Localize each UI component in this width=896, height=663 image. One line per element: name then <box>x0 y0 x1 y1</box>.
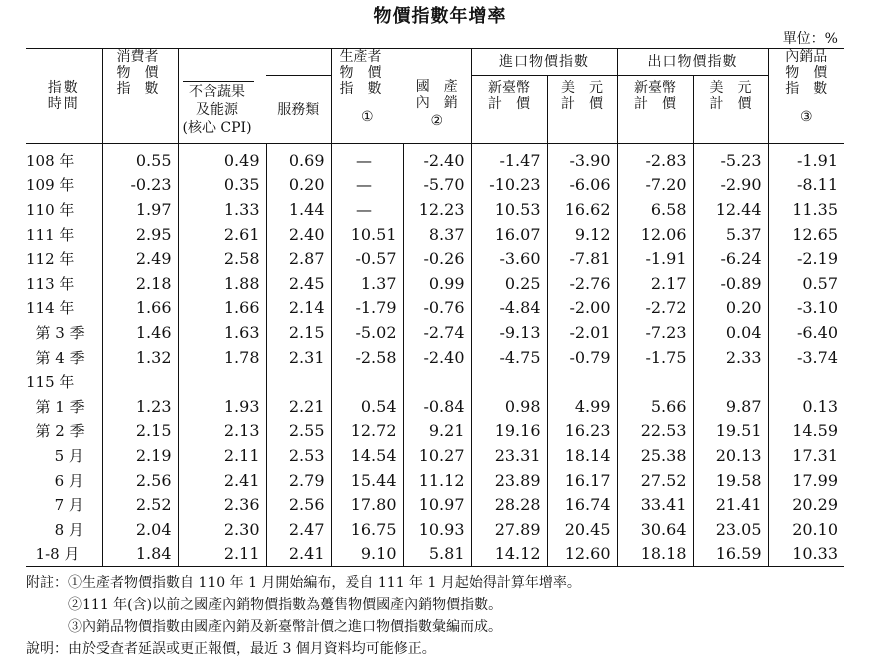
row-label: 111 年 <box>26 222 102 247</box>
table-cell: 16.07 <box>471 222 547 247</box>
table-row <box>26 144 844 173</box>
table-cell: 20.13 <box>693 443 768 468</box>
table-cell: 2.61 <box>178 222 266 247</box>
table-cell: -0.79 <box>547 345 617 370</box>
table-cell: -2.58 <box>331 345 403 370</box>
table-cell: 16.74 <box>547 492 617 517</box>
table-cell: -0.76 <box>403 296 471 321</box>
row-label: 110 年 <box>26 197 102 222</box>
table-cell: -0.89 <box>693 271 768 296</box>
table-cell: 19.51 <box>693 419 768 444</box>
table-cell: 0.49 <box>178 144 266 173</box>
table-cell: 2.21 <box>266 394 331 419</box>
table-cell: 0.69 <box>266 144 331 173</box>
row-label: 109 年 <box>26 173 102 198</box>
row-label: 8 月 <box>26 517 102 542</box>
table-cell: 20.45 <box>547 517 617 542</box>
table-row <box>26 197 844 222</box>
table-cell: 9.12 <box>547 222 617 247</box>
table-cell: 9.87 <box>693 394 768 419</box>
table-cell: -2.40 <box>403 144 471 173</box>
table-cell <box>178 369 266 394</box>
table-cell: -2.19 <box>796 249 838 269</box>
table-cell: 23.05 <box>693 517 768 542</box>
table-cell: 2.49 <box>102 246 178 271</box>
table-cell: 2.18 <box>102 271 178 296</box>
row-label: 114 年 <box>26 296 102 321</box>
table-cell: 2.53 <box>266 443 331 468</box>
table-cell: -0.84 <box>403 394 471 419</box>
table-cell: 2.36 <box>178 492 266 517</box>
table-cell: 2.45 <box>266 271 331 296</box>
table-cell: 10.27 <box>403 443 471 468</box>
table-cell: -4.84 <box>471 296 547 321</box>
table-row <box>26 542 844 567</box>
table-cell: -3.90 <box>547 144 617 173</box>
table-row <box>26 468 844 493</box>
table-cell: 4.99 <box>547 394 617 419</box>
page-title: 物價指數年增率 <box>373 6 507 27</box>
table-cell: -2.90 <box>693 173 768 198</box>
row-label: 113 年 <box>26 271 102 296</box>
table-cell: 1.93 <box>178 394 266 419</box>
table-cell: 11.12 <box>403 468 471 493</box>
table-cell: 0.54 <box>331 394 403 419</box>
table-cell: 0.55 <box>102 144 178 173</box>
table-cell: 12.23 <box>403 197 471 222</box>
table-cell: 2.11 <box>178 542 266 567</box>
table-cell: -5.70 <box>403 173 471 198</box>
table-cell: -0.26 <box>403 246 471 271</box>
row-label: 5 月 <box>26 443 102 468</box>
table-cell: 2.55 <box>266 419 331 444</box>
table-cell: 10.33 <box>768 542 844 567</box>
header-domestic-sales: 內銷品 物 價 指 數 ③ <box>768 49 844 144</box>
table-cell: 2.52 <box>102 492 178 517</box>
row-label: 第 3 季 <box>26 320 102 345</box>
table-cell <box>331 369 403 394</box>
table-cell: 2.14 <box>266 296 331 321</box>
table-row <box>26 246 844 271</box>
table-cell: 2.47 <box>266 517 331 542</box>
header-cpi: 消費者 物 價 指 數 <box>102 49 178 144</box>
table-cell: -4.75 <box>471 345 547 370</box>
table-cell: 16.17 <box>547 468 617 493</box>
table-cell: 15.44 <box>331 468 403 493</box>
table-cell: 0.35 <box>178 173 266 198</box>
table-cell: 0.25 <box>471 271 547 296</box>
table-cell: 14.12 <box>471 542 547 567</box>
table-cell: 0.20 <box>266 173 331 198</box>
table-cell: 21.41 <box>693 492 768 517</box>
footnote-1: 附註：①生產者物價指數自 110 年 1 月開始編布，爰自 111 年 1 月起始得計算年增率。 <box>26 575 581 591</box>
table-cell: 16.23 <box>547 419 617 444</box>
table-row <box>26 271 844 296</box>
table-cell: 0.04 <box>693 320 768 345</box>
row-label: 第 2 季 <box>26 419 102 444</box>
table-cell: 25.38 <box>617 443 693 468</box>
table-cell: 0.20 <box>693 296 768 321</box>
header-export-usd: 美 元 計 價 <box>693 76 768 144</box>
table-cell: 0.98 <box>471 394 547 419</box>
table-cell: -2.72 <box>617 296 693 321</box>
table-cell: 10.97 <box>403 492 471 517</box>
table-cell: -0.23 <box>102 173 178 198</box>
table-cell: -1.91 <box>617 246 693 271</box>
table-cell: -5.02 <box>331 320 403 345</box>
table-cell: 30.64 <box>617 517 693 542</box>
table-cell: 2.79 <box>266 468 331 493</box>
table-cell: -3.60 <box>471 246 547 271</box>
table-cell: -1.75 <box>617 345 693 370</box>
table-cell: 9.10 <box>331 542 403 567</box>
table-cell: -2.83 <box>617 144 693 173</box>
table-cell: -8.11 <box>796 175 838 195</box>
table-cell: — <box>331 173 403 198</box>
header-export-ntd: 新臺幣 計 價 <box>617 76 693 144</box>
table-row <box>26 492 844 517</box>
table-cell: 14.54 <box>331 443 403 468</box>
table-cell: 2.19 <box>102 443 178 468</box>
header-period: 指數 時間 <box>26 49 102 144</box>
table-cell: -1.47 <box>471 144 547 173</box>
table-cell: 1.66 <box>178 296 266 321</box>
table-row <box>26 173 844 198</box>
table-cell: -10.23 <box>471 173 547 198</box>
table-cell: 14.59 <box>792 421 838 441</box>
table-cell: 23.89 <box>471 468 547 493</box>
table-cell: 0.57 <box>802 273 838 293</box>
table-cell: 33.41 <box>617 492 693 517</box>
table-cell: 19.16 <box>471 419 547 444</box>
table-cell: 16.75 <box>331 517 403 542</box>
table-cell <box>403 369 471 394</box>
table-cell: -9.13 <box>471 320 547 345</box>
row-label: 第 1 季 <box>26 394 102 419</box>
table-cell: 2.31 <box>266 345 331 370</box>
row-label: 1-8 月 <box>26 542 102 567</box>
price-index-table <box>26 48 844 567</box>
table-cell: 6.58 <box>617 197 693 222</box>
table-cell: -7.81 <box>547 246 617 271</box>
table-row <box>26 419 844 444</box>
explanation-note: 說明：由於受查者延誤或更正報價，最近 3 個月資料均可能修正。 <box>26 641 436 657</box>
table-cell <box>693 369 768 394</box>
footnote-3: ③內銷品物價指數由國產內銷及新臺幣計價之進口物價指數彙編而成。 <box>26 619 502 635</box>
table-cell: -5.23 <box>693 144 768 173</box>
table-cell <box>102 369 178 394</box>
table-cell: 10.53 <box>471 197 547 222</box>
table-row <box>26 296 844 321</box>
table-cell: 2.33 <box>693 345 768 370</box>
table-cell: 2.58 <box>178 246 266 271</box>
table-cell <box>266 369 331 394</box>
table-cell: -1.79 <box>331 296 403 321</box>
table-cell: 1.63 <box>178 320 266 345</box>
table-cell: 27.52 <box>617 468 693 493</box>
table-cell: 0.13 <box>802 396 838 416</box>
table-cell: 17.99 <box>792 470 838 490</box>
table-cell: 2.95 <box>102 222 178 247</box>
table-cell: -3.74 <box>796 347 838 367</box>
table-cell <box>617 369 693 394</box>
table-cell: 2.13 <box>178 419 266 444</box>
table-cell: -7.20 <box>617 173 693 198</box>
table-cell <box>471 369 547 394</box>
table-cell: 2.56 <box>102 468 178 493</box>
header-domestic: 國 產 內 銷 ② <box>403 49 471 144</box>
table-cell: 2.04 <box>102 517 178 542</box>
header-cpi-services: 服務類 <box>266 76 331 144</box>
row-label: 第 4 季 <box>26 345 102 370</box>
table-cell: 16.62 <box>547 197 617 222</box>
table-cell: 1.66 <box>102 296 178 321</box>
table-cell: 2.40 <box>266 222 331 247</box>
table-cell: -6.24 <box>693 246 768 271</box>
table-cell: -3.10 <box>796 298 838 318</box>
table-cell: 0.99 <box>403 271 471 296</box>
table-cell: 1.37 <box>331 271 403 296</box>
table-body <box>26 144 844 567</box>
table-cell: 10.93 <box>403 517 471 542</box>
table-cell: 23.31 <box>471 443 547 468</box>
table-cell: 2.56 <box>266 492 331 517</box>
table-cell: — <box>331 197 403 222</box>
table-row <box>26 517 844 542</box>
table-cell: 12.44 <box>693 197 768 222</box>
table-cell: -1.91 <box>796 150 838 170</box>
table-cell: 2.41 <box>266 542 331 567</box>
header-import-usd: 美 元 計 價 <box>547 76 617 144</box>
table-cell: 2.17 <box>617 271 693 296</box>
header-import-group: 進口物價指數 <box>471 49 617 76</box>
table-cell: 20.29 <box>792 495 838 515</box>
table-cell: -2.40 <box>403 345 471 370</box>
table-cell: -2.00 <box>547 296 617 321</box>
table-cell: 8.37 <box>403 222 471 247</box>
table-cell: 1.78 <box>178 345 266 370</box>
table-cell: 11.35 <box>792 199 838 219</box>
table-cell: 18.14 <box>547 443 617 468</box>
table-cell: 17.80 <box>331 492 403 517</box>
table-cell: 1.23 <box>102 394 178 419</box>
header-cpi-core: 不含蔬果 及能源 (核心 CPI) <box>178 76 266 144</box>
table-cell: 19.58 <box>693 468 768 493</box>
table-cell: 10.51 <box>331 222 403 247</box>
table-cell: 2.15 <box>266 320 331 345</box>
table-cell: — <box>331 144 403 173</box>
table-cell: 1.97 <box>102 197 178 222</box>
table-cell: 1.44 <box>266 197 331 222</box>
table-cell: -6.06 <box>547 173 617 198</box>
table-cell: 2.11 <box>178 443 266 468</box>
table-cell: 5.66 <box>617 394 693 419</box>
table-row <box>26 369 844 394</box>
table-cell: 1.84 <box>102 542 178 567</box>
table-cell: -2.01 <box>547 320 617 345</box>
table-cell: 12.72 <box>331 419 403 444</box>
unit-label: 單位：% <box>782 31 838 47</box>
table-cell: 28.28 <box>471 492 547 517</box>
table-cell: 9.21 <box>403 419 471 444</box>
table-cell: 22.53 <box>617 419 693 444</box>
row-label: 6 月 <box>26 468 102 493</box>
table-cell: 12.65 <box>792 224 838 244</box>
table-cell: -6.40 <box>796 322 838 342</box>
footnotes <box>26 572 866 660</box>
table-cell: 5.37 <box>693 222 768 247</box>
table-row <box>26 320 844 345</box>
footnote-2: ②111 年(含)以前之國產內銷物價指數為躉售物價國產內銷物價指數。 <box>26 597 503 613</box>
table-cell: 12.60 <box>547 542 617 567</box>
table-cell: 2.30 <box>178 517 266 542</box>
table-cell: 18.18 <box>617 542 693 567</box>
table-row <box>26 222 844 247</box>
table-cell: 2.15 <box>102 419 178 444</box>
table-cell: -7.23 <box>617 320 693 345</box>
table-cell: 1.32 <box>102 345 178 370</box>
table-cell: -2.74 <box>403 320 471 345</box>
row-label: 112 年 <box>26 246 102 271</box>
table-cell: 1.88 <box>178 271 266 296</box>
table-cell: 12.06 <box>617 222 693 247</box>
header-import-ntd: 新臺幣 計 價 <box>471 76 547 144</box>
row-label: 108 年 <box>26 144 102 173</box>
table-cell: 2.87 <box>266 246 331 271</box>
row-label: 115 年 <box>26 369 102 394</box>
table-cell: 1.46 <box>102 320 178 345</box>
table-cell: 27.89 <box>471 517 547 542</box>
table-cell: 5.81 <box>403 542 471 567</box>
table-cell: 16.59 <box>693 542 768 567</box>
header-export-group: 出口物價指數 <box>617 49 768 76</box>
table-cell <box>547 369 617 394</box>
row-label: 7 月 <box>26 492 102 517</box>
table-cell <box>768 369 844 394</box>
table-row <box>26 443 844 468</box>
table-row <box>26 394 844 419</box>
table-cell: 17.31 <box>792 445 838 465</box>
table-cell: 1.33 <box>178 197 266 222</box>
table-cell: -0.57 <box>331 246 403 271</box>
table-cell: 2.41 <box>178 468 266 493</box>
table-cell: 20.10 <box>792 519 838 539</box>
header-ppi: 生產者 物 價 指 數 ① <box>331 49 403 144</box>
table-cell: -2.76 <box>547 271 617 296</box>
table-row <box>26 345 844 370</box>
